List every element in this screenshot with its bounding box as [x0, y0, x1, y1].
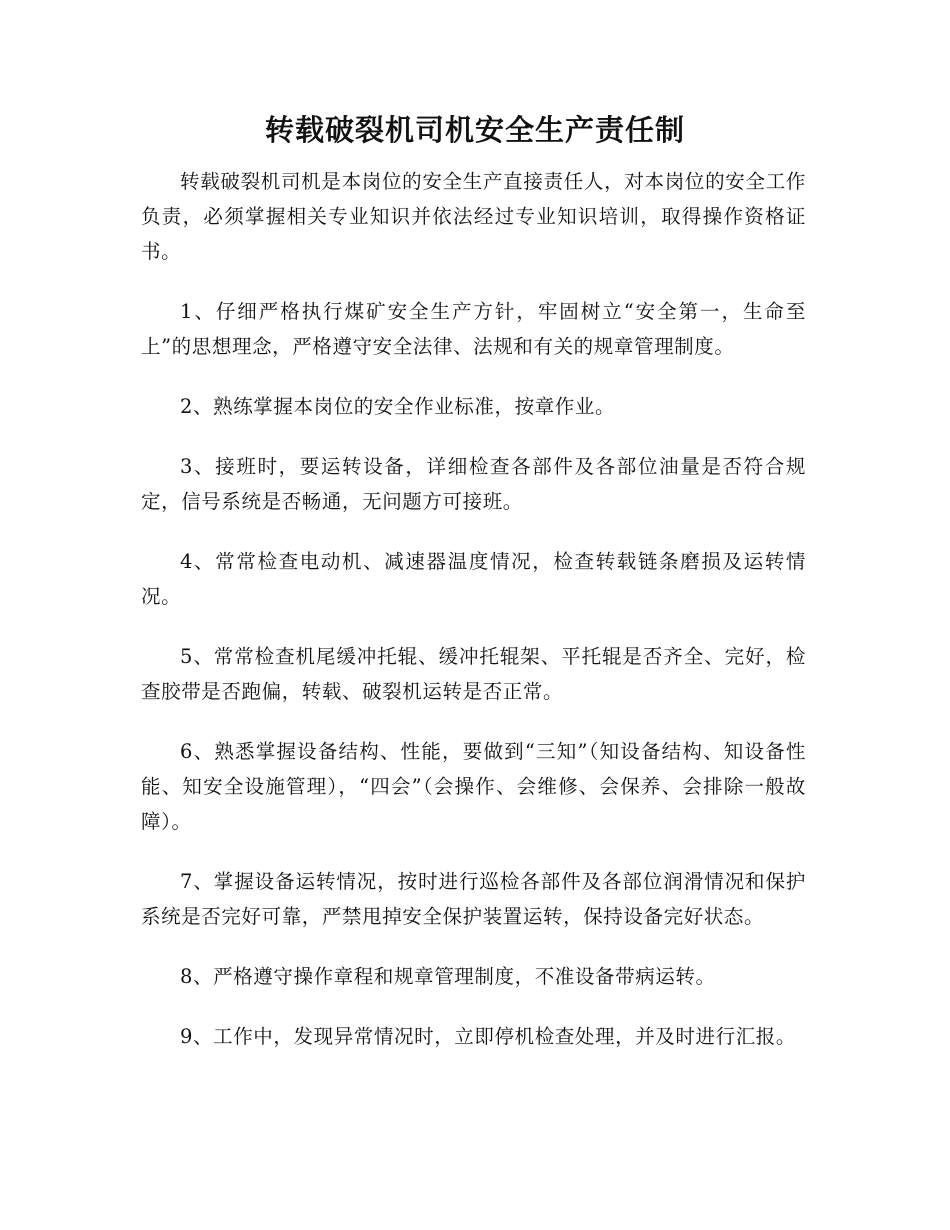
clause-1: 1、仔细严格执行煤矿安全生产方针，牢固树立“安全第一，生命至上”的思想理念，严格遵守安全法律、法规和有关的规章管理制度。 [141, 300, 806, 358]
clause-9: 9、工作中，发现异常情况时，立即停机检查处理，并及时进行汇报。 [180, 1025, 797, 1048]
clause-7: 7、掌握设备运转情况，按时进行巡检各部件及各部位润滑情况和保护系统是否完好可靠，严禁甩掉安全保护装置运转，保持设备完好状态。 [141, 870, 806, 928]
document-title: 转载破裂机司机安全生产责任制 [264, 113, 685, 147]
clause-5: 5、常常检查机尾缓冲托辊、缓冲托辊架、平托辊是否齐全、完好，检查胶带是否跑偏，转载、破裂机运转是否正常。 [141, 645, 806, 703]
clause-2: 2、熟练掌握本岗位的安全作业标准，按章作业。 [180, 395, 616, 418]
clause-4: 4、常常检查电动机、减速器温度情况，检查转载链条磨损及运转情况。 [141, 550, 806, 608]
clause-8: 8、严格遵守操作章程和规章管理制度，不准设备带病运转。 [180, 965, 716, 988]
clause-3: 3、接班时，要运转设备，详细检查各部件及各部位油量是否符合规定，信号系统是否畅通，无问题方可接班。 [141, 455, 806, 513]
clause-6: 6、熟悉掌握设备结构、性能，要做到“三知”（知设备结构、知设备性能、知安全设施管理），“四会”（会操作、会维修、会保养、会排除一般故障）。 [141, 740, 806, 833]
intro-paragraph: 转载破裂机司机是本岗位的安全生产直接责任人，对本岗位的安全工作负责，必须掌握相关专业知识并依法经过专业知识培训，取得操作资格证书。 [141, 170, 806, 263]
document-body [141, 164, 806, 1079]
